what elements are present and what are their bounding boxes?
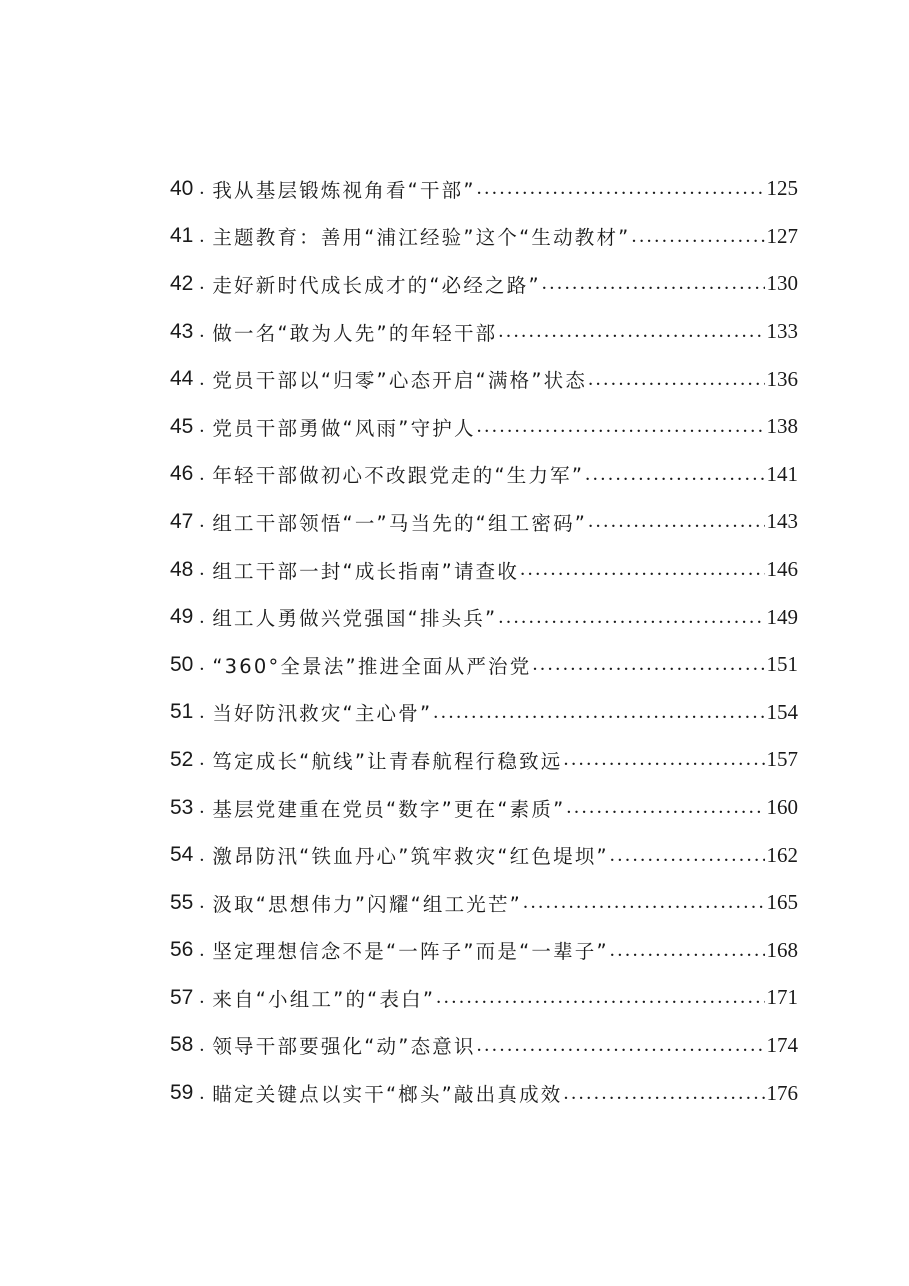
toc-entry [170,1069,798,1117]
toc-entry-number: 58 [170,1033,194,1057]
toc-entry-separator: . [199,843,205,866]
toc-entry-separator: . [199,224,205,247]
toc-entry-separator: . [199,938,205,961]
toc-entry [170,498,798,546]
toc-entry-page: 165 [766,890,798,915]
toc-entry [170,308,798,356]
toc-entry-page: 176 [766,1080,798,1105]
toc-dot-leader [631,225,764,248]
toc-entry-separator: . [199,605,205,628]
toc-entry [170,260,798,308]
toc-entry [170,165,798,213]
toc-entry [170,403,798,451]
toc-entry [170,451,798,499]
toc-entry-page: 138 [766,414,798,439]
toc-entry-number: 40 [170,176,194,200]
toc-entry-number: 57 [170,985,194,1009]
toc-entry-separator: . [199,1081,205,1104]
toc-dot-leader [566,796,764,819]
toc-entry-separator: . [199,986,205,1009]
toc-entry-page: 160 [766,795,798,820]
toc-entry-page: 162 [766,842,798,867]
toc-entry-title: 组工干部一封“成长指南”请查收 [212,559,520,583]
toc-entry-number: 46 [170,462,194,486]
toc-entry-page: 130 [766,271,798,296]
toc-dot-leader [498,320,764,343]
toc-entry-title: 来自“小组工”的“表白” [212,987,436,1011]
toc-entry-number: 41 [170,224,194,248]
toc-entry-separator: . [199,796,205,819]
toc-entry-number: 51 [170,700,194,724]
toc-entry-title: 瞄定关键点以实干“榔头”敲出真成效 [212,1083,563,1107]
toc-entry-title: 做一名“敢为人先”的年轻干部 [212,321,498,345]
toc-entry-page: 125 [766,176,798,201]
toc-entry-number: 49 [170,605,194,629]
toc-entry-page: 154 [766,699,798,724]
toc-entry-page: 127 [766,223,798,248]
toc-entry-number: 42 [170,271,194,295]
toc-entry-separator: . [199,415,205,438]
toc-entry-title: 组工人勇做兴党强国“排头兵” [212,607,498,631]
toc-entry-separator: . [199,558,205,581]
toc-entry-title: 党员干部以“归零”心态开启“满格”状态 [212,369,588,393]
toc-entry-number: 53 [170,795,194,819]
toc-dot-leader [436,986,764,1009]
toc-dot-leader [610,844,765,867]
toc-entry-separator: . [199,367,205,390]
toc-dot-leader [520,558,764,581]
toc-dot-leader [542,272,765,295]
toc-entry [170,879,798,927]
toc-entry [170,974,798,1022]
toc-entry-title: 走好新时代成长成才的“必经之路” [212,273,541,297]
toc-entry-number: 50 [170,652,194,676]
table-of-contents [170,165,798,1117]
toc-entry-page: 133 [766,319,798,344]
toc-entry-number: 59 [170,1081,194,1105]
toc-entry-title: 激昂防汛“铁血丹心”筑牢救灾“红色堤坝” [212,845,609,869]
toc-dot-leader [477,1034,765,1057]
toc-entry-page: 149 [766,604,798,629]
toc-dot-leader [610,939,765,962]
toc-entry [170,784,798,832]
toc-entry-page: 151 [766,652,798,677]
toc-entry-number: 45 [170,414,194,438]
toc-entry-title: 笃定成长“航线”让青春航程行稳致远 [212,749,563,773]
toc-entry-number: 52 [170,747,194,771]
toc-entry-page: 174 [766,1032,798,1057]
toc-entry-separator: . [199,748,205,771]
toc-entry [170,927,798,975]
toc-entry-title: 党员干部勇做“风雨”守护人 [212,416,476,440]
toc-entry-number: 54 [170,843,194,867]
toc-entry-title: 基层党建重在党员“数字”更在“素质” [212,797,566,821]
toc-dot-leader [563,1082,764,1105]
toc-entry [170,641,798,689]
toc-entry-number: 44 [170,367,194,391]
toc-dot-leader [588,510,764,533]
toc-entry-number: 56 [170,938,194,962]
toc-entry-number: 47 [170,509,194,533]
toc-entry-title: 我从基层锻炼视角看“干部” [212,178,476,202]
toc-entry-page: 157 [766,747,798,772]
toc-dot-leader [477,177,765,200]
toc-dot-leader [433,701,764,724]
toc-entry-title: 组工干部领悟“一”马当先的“组工密码” [212,511,588,535]
toc-dot-leader [588,368,764,391]
toc-entry-separator: . [199,1033,205,1056]
toc-entry-title: 领导干部要强化“动”态意识 [212,1035,476,1059]
toc-entry-title: 汲取“思想伟力”闪耀“组工光芒” [212,892,522,916]
toc-dot-leader [563,748,764,771]
toc-entry-separator: . [199,462,205,485]
toc-entry [170,593,798,641]
toc-entry [170,546,798,594]
toc-entry [170,736,798,784]
toc-entry-page: 136 [766,366,798,391]
toc-dot-leader [498,606,764,629]
toc-entry-separator: . [199,177,205,200]
toc-entry-page: 171 [766,985,798,1010]
toc-entry-title: 坚定理想信念不是“一阵子”而是“一辈子” [212,940,609,964]
toc-entry-separator: . [199,510,205,533]
toc-entry-page: 141 [766,461,798,486]
toc-entry-page: 146 [766,557,798,582]
toc-entry-separator: . [199,700,205,723]
toc-entry-title: 当好防汛救灾“主心骨” [212,702,433,726]
toc-dot-leader [532,653,764,676]
toc-dot-leader [585,463,764,486]
toc-entry-title: 年轻干部做初心不改跟党走的“生力军” [212,464,585,488]
toc-entry [170,213,798,261]
toc-entry [170,355,798,403]
toc-entry-separator: . [199,320,205,343]
toc-entry [170,1022,798,1070]
toc-entry-title: “360°全景法”推进全面从严治党 [212,654,532,678]
toc-entry [170,831,798,879]
toc-entry-page: 143 [766,509,798,534]
toc-entry-separator: . [199,653,205,676]
toc-entry-separator: . [199,272,205,295]
toc-dot-leader [523,891,765,914]
toc-entry-page: 168 [766,937,798,962]
toc-entry-number: 55 [170,890,194,914]
toc-entry-title: 主题教育：善用“浦江经验”这个“生动教材” [212,226,631,250]
toc-entry-number: 48 [170,557,194,581]
toc-entry-separator: . [199,891,205,914]
toc-dot-leader [477,415,765,438]
toc-entry [170,689,798,737]
toc-entry-number: 43 [170,319,194,343]
